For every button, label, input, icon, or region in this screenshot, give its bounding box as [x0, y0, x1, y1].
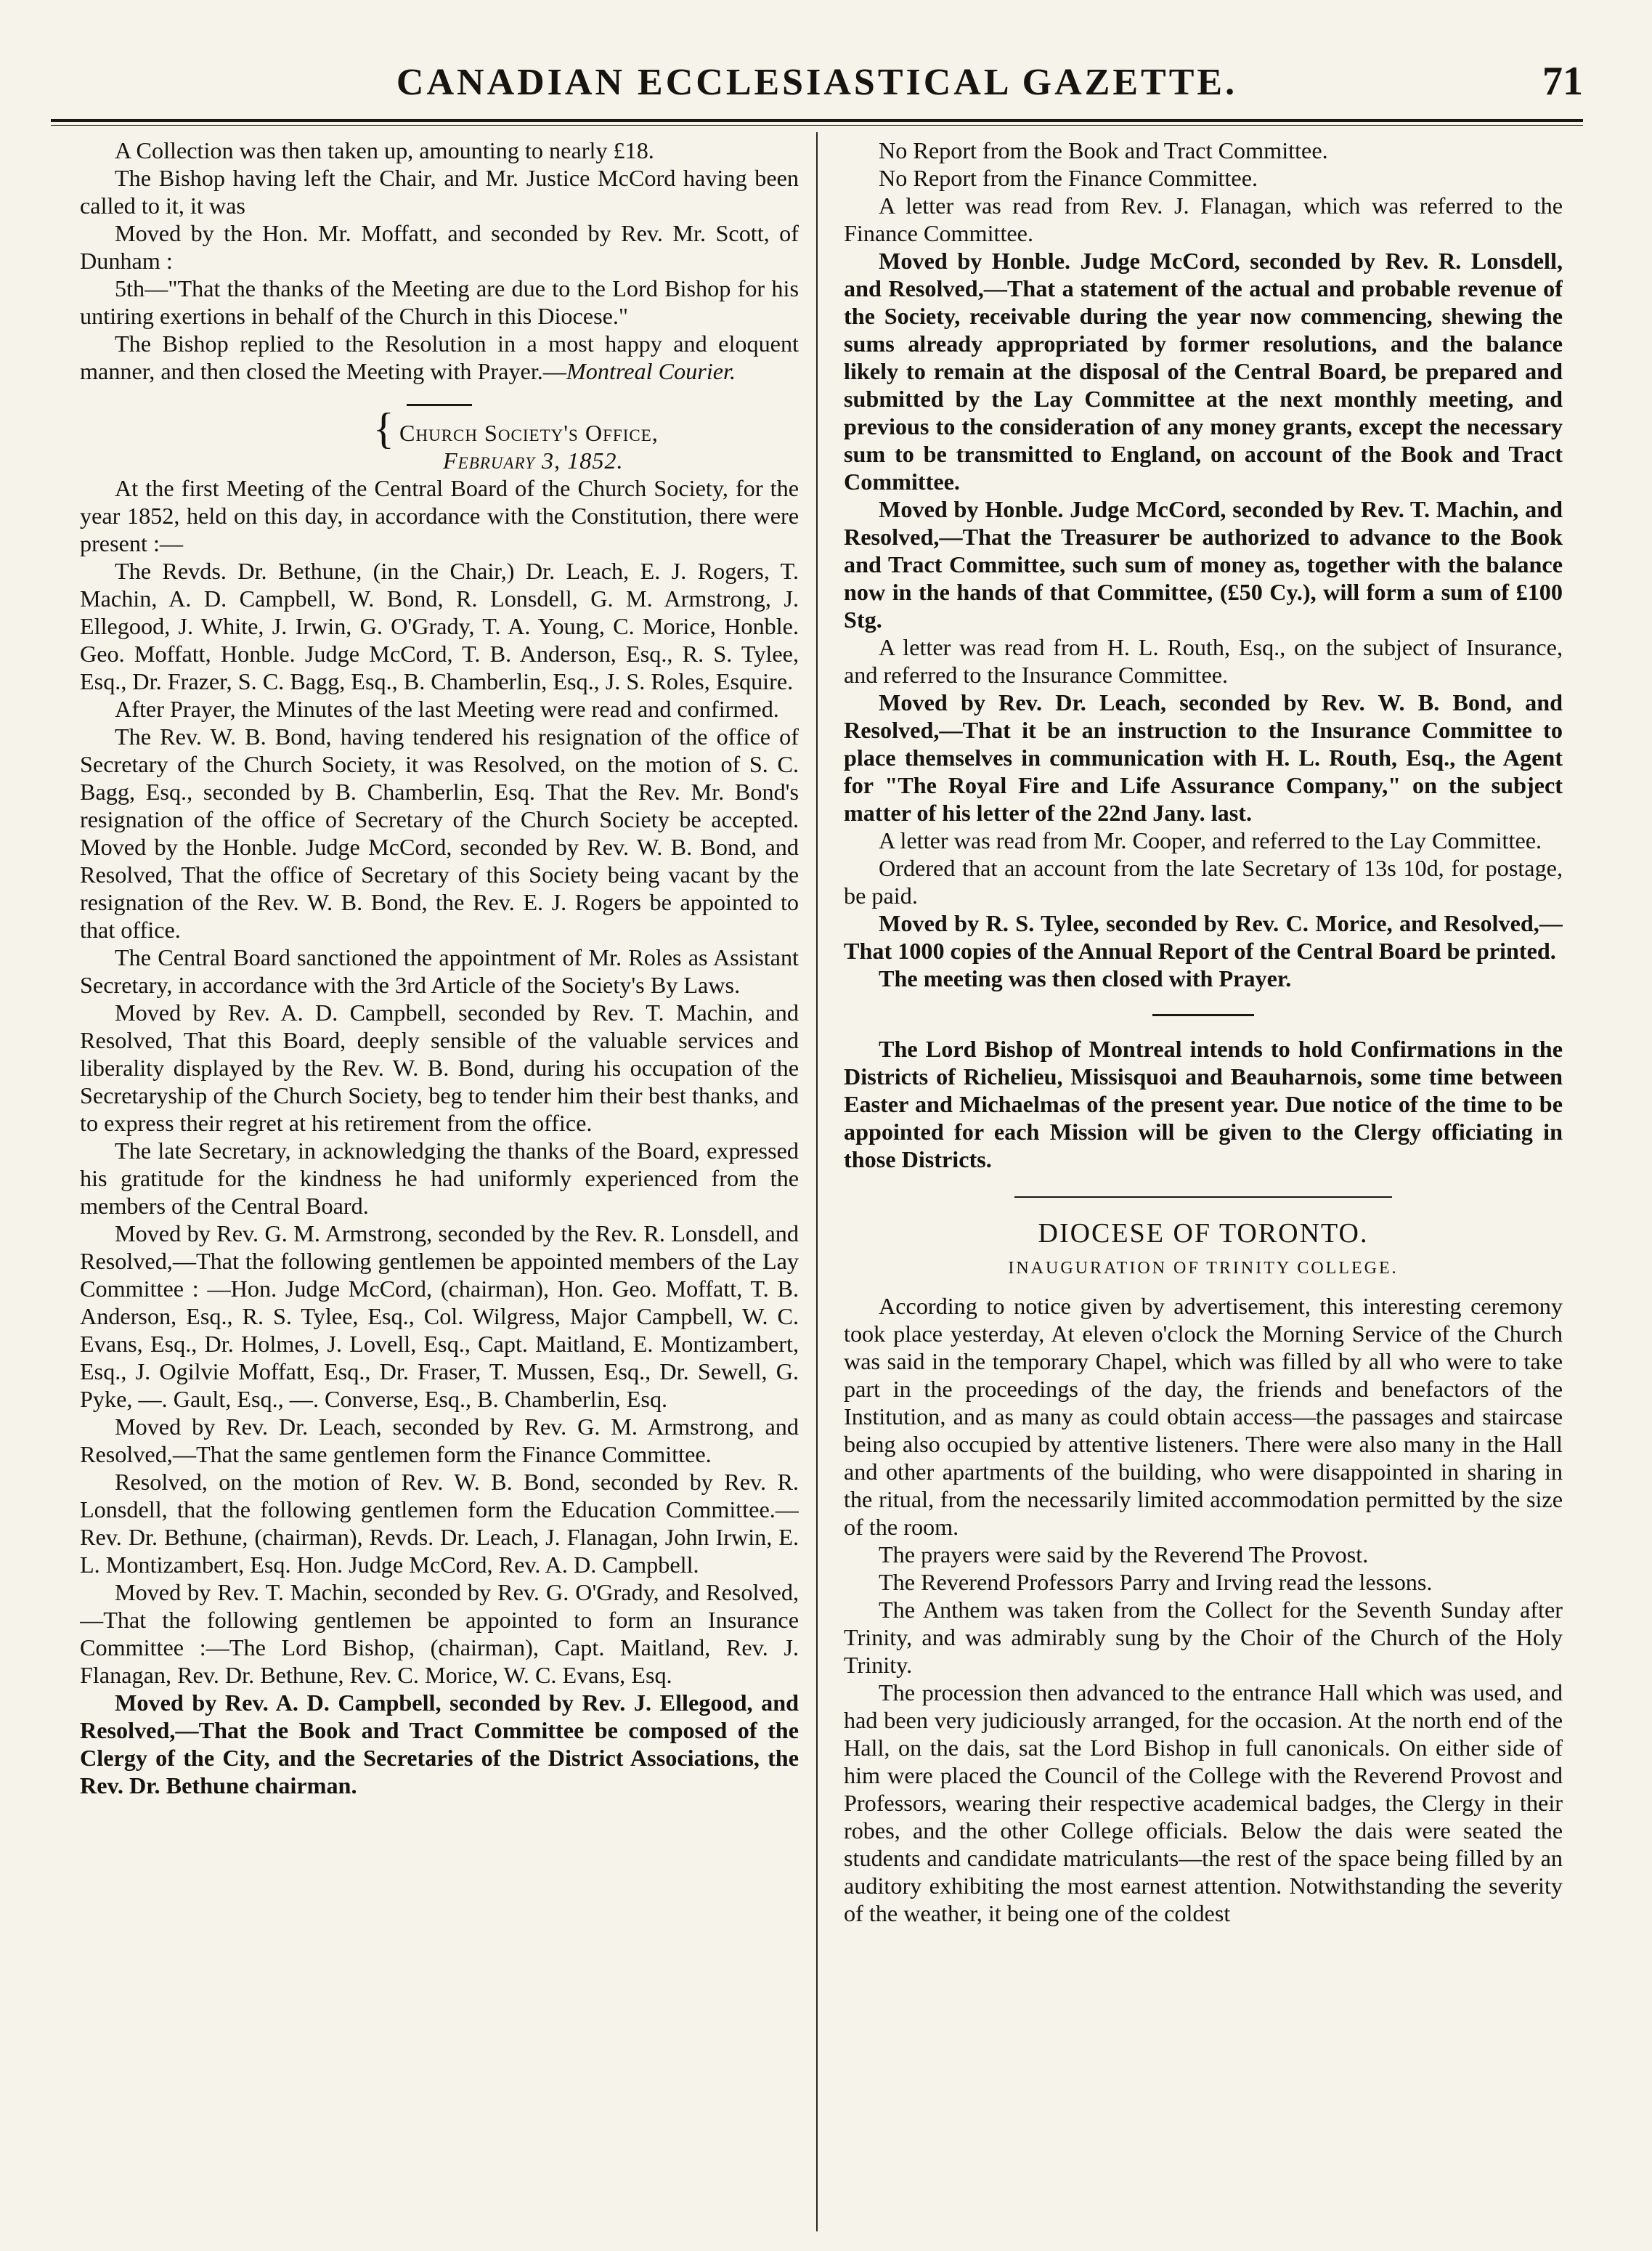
- paragraph: The Central Board sanctioned the appointment of Mr. Roles as Assistant Secretary, in accordance with the 3rd Article of the Society's By Laws.: [80, 944, 799, 998]
- paragraph: Moved by Honble. Judge McCord, seconded by Rev. T. Machin, and Resolved,—That the Treasurer be authorized to advance to the Book and Tract Committee, such sum of money as, together with the balance now in the hands of that Committee, (£50 Cy.), will form a sum of £100 Stg.: [844, 496, 1563, 633]
- paragraph: After Prayer, the Minutes of the last Meeting were read and confirmed.: [115, 696, 779, 722]
- dateline-office: Church Society's Office,: [399, 420, 659, 446]
- paragraph: Moved by Honble. Judge McCord, seconded by Rev. R. Lonsdell, and Resolved,—That a statement of the actual and probable revenue of the Society, receivable during the year now commencing, shewing the sums already appropriated by former resolutions, and the balance likely to remain at the disposal of the Central Board, be prepared and submitted by the Lay Committee at the next monthly meeting, and previous to the consideration of any money grants, except the necessary sum to be transmitted to England, on account of the Book and Tract Committee.: [844, 248, 1563, 495]
- paragraph-text: The Bishop replied to the Resolution in a most happy and eloquent manner, and then closed the Meeting with Prayer.—: [80, 330, 799, 384]
- confirmation-notice: The Lord Bishop of Montreal intends to hold Confirmations in the Districts of Richelieu, Missisquoi and Beauharnois, some time between Easter and Michaelmas of the present year. Due notice of the time to be appointed for each Mission will be given to the Clergy officiating in those Districts.: [844, 1036, 1563, 1172]
- paragraph: 5th—"That the thanks of the Meeting are due to the Lord Bishop for his untiring exertions in behalf of the Church in this Diocese.": [80, 275, 799, 329]
- section-subtitle: INAUGURATION OF TRINITY COLLEGE.: [1008, 1259, 1399, 1278]
- page-number: 71: [1542, 59, 1583, 104]
- paragraph: A letter was read from Rev. J. Flanagan, which was referred to the Finance Committee.: [844, 192, 1563, 246]
- paragraph: Moved by Rev. T. Machin, seconded by Rev. G. O'Grady, and Resolved,—That the following gentlemen be appointed to form an Insurance Committee :—The Lord Bishop, (chairman), Capt. Maitland, Rev. J. Flanagan, Rev. Dr. Bethune, Rev. C. Morice, W. C. Evans, Esq.: [80, 1579, 799, 1688]
- right-column: [844, 137, 1563, 2228]
- dateline-date: February 3, 1852.: [443, 447, 624, 474]
- paragraph: Moved by Rev. Dr. Leach, seconded by Rev. G. M. Armstrong, and Resolved,—That the same gentlemen form the Finance Committee.: [80, 1414, 799, 1467]
- paragraph: Resolved, on the motion of Rev. W. B. Bond, seconded by Rev. R. Lonsdell, that the following gentlemen form the Education Committee.—Rev. Dr. Bethune, (chairman), Revds. Dr. Leach, J. Flanagan, John Irwin, E. L. Montizambert, Esq. Hon. Judge McCord, Rev. A. D. Campbell.: [80, 1469, 799, 1578]
- paragraph: No Report from the Book and Tract Committee.: [879, 137, 1328, 163]
- header-rule: [51, 119, 1583, 122]
- separator-rule: [407, 404, 472, 406]
- paragraph: The meeting was then closed with Prayer.: [879, 965, 1292, 991]
- left-column: [80, 137, 799, 2228]
- page-header: [51, 57, 1583, 115]
- header-rule-thin: [51, 125, 1583, 126]
- paragraph: Moved by the Hon. Mr. Moffatt, and seconded by Rev. Mr. Scott, of Dunham :: [80, 220, 799, 274]
- paragraph: Moved by R. S. Tylee, seconded by Rev. C. Morice, and Resolved,—That 1000 copies of the Annual Report of the Central Board be printed.: [844, 910, 1563, 964]
- paragraph: The Reverend Professors Parry and Irving read the lessons.: [879, 1569, 1433, 1595]
- paragraph: The procession then advanced to the entrance Hall which was used, and had been very judiciously arranged, for the occasion. At the north end of the Hall, on the dais, sat the Lord Bishop in full canonicals. On either side of him were placed the Council of the College with the Reverend Provost and Professors, wearing their respective academical badges, the Clergy in their robes, and the other College officials. Below the dais were seated the students and candidate matriculants—the rest of the space being filled by an auditory exhibiting the most earnest attention. Notwithstanding the severity of the weather, it being one of the coldest: [844, 1679, 1563, 1926]
- paragraph: No Report from the Finance Committee.: [879, 165, 1258, 191]
- source-credit: Montreal Courier.: [566, 358, 736, 384]
- paragraph: Moved by Rev. Dr. Leach, seconded by Rev. W. B. Bond, and Resolved,—That it be an instruction to the Insurance Committee to place themselves in communication with H. L. Routh, Esq., the Agent for "The Royal Fire and Life Assurance Company," on the subject matter of his letter of the 22nd Jany. last.: [844, 689, 1563, 826]
- paragraph: Ordered that an account from the late Secretary of 13s 10d, for postage, be paid.: [844, 855, 1563, 909]
- paragraph: Moved by Rev. G. M. Armstrong, seconded by the Rev. R. Lonsdell, and Resolved,—That the following gentlemen be appointed members of the Lay Committee : —Hon. Judge McCord, (chairman), Hon. Geo. Moffatt, T. B. Anderson, Esq., R. S. Tylee, Esq., Col. Wilgress, Major Campbell, W. C. Evans, Esq., Dr. Holmes, J. Lovell, Esq., Capt. Maitland, E. Montizambert, Esq., J. Ogilvie Moffatt, Esq., Dr. Fraser, T. Mussen, Esq., Dr. Sewell, G. Pyke, —. Gault, Esq., —. Converse, Esq., B. Chamberlin, Esq.: [80, 1220, 799, 1412]
- paragraph: Moved by Rev. A. D. Campbell, seconded by Rev. T. Machin, and Resolved, That this Board, deeply sensible of the valuable services and liberality displayed by the Rev. W. B. Bond, during his occupation of the Secretaryship of the Church Society, beg to tender him their best thanks, and to express their regret at his retirement from the office.: [80, 999, 799, 1136]
- paragraph: According to notice given by advertisement, this interesting ceremony took place yesterday, At eleven o'clock the Morning Service of the Church was said in the temporary Chapel, which was filled by all who were to take part in the proceedings of the day, the friends and benefactors of the Institution, and as many as could obtain access—the passages and staircase being also occupied by attentive listeners. There were also many in the Hall and other apartments of the building, who were disappointed in sharing in the ritual, from the necessarily limited accommodation permitted by the size of the room.: [844, 1293, 1563, 1540]
- brace-glyph: {: [373, 405, 395, 453]
- column-divider: [816, 132, 818, 2231]
- paragraph: The prayers were said by the Reverend The Provost.: [879, 1541, 1369, 1567]
- paragraph: The late Secretary, in acknowledging the thanks of the Board, expressed his gratitude for the kindness he had uniformly experienced from the members of the Central Board.: [80, 1137, 799, 1219]
- paragraph: The Bishop having left the Chair, and Mr. Justice McCord having been called to it, it was: [80, 165, 799, 219]
- separator-rule: [1152, 1014, 1254, 1016]
- paragraph: A letter was read from Mr. Cooper, and referred to the Lay Committee.: [879, 827, 1542, 853]
- section-title: DIOCESE OF TORONTO.: [1038, 1218, 1369, 1249]
- paragraph: The Revds. Dr. Bethune, (in the Chair,) Dr. Leach, E. J. Rogers, T. Machin, A. D. Campbell, W. Bond, R. Lonsdell, G. M. Armstrong, J. Ellegood, J. White, J. Irwin, G. O'Grady, T. A. Young, C. Morice, Honble. Geo. Moffatt, Honble. Judge McCord, T. B. Anderson, Esq., R. S. Tylee, Esq., Dr. Frazer, S. C. Bagg, Esq., B. Chamberlin, Esq., J. S. Roles, Esquire.: [80, 558, 799, 694]
- paragraph: The Anthem was taken from the Collect for the Seventh Sunday after Trinity, and was admirably sung by the Choir of the Church of the Holy Trinity.: [844, 1597, 1563, 1678]
- paragraph: A letter was read from H. L. Routh, Esq., on the subject of Insurance, and referred to the Insurance Committee.: [844, 634, 1563, 688]
- separator-rule: [1014, 1196, 1392, 1198]
- paragraph: The Rev. W. B. Bond, having tendered his resignation of the office of Secretary of the Church Society, it was Resolved, on the motion of S. C. Bagg, Esq., seconded by B. Chamberlin, Esq. That the Rev. Mr. Bond's resignation of the office of Secretary of the Church Society be accepted. Moved by the Honble. Judge McCord, seconded by Rev. W. B. Bond, and Resolved, That the office of Secretary of this Society being vacant by the resignation of the Rev. W. B. Bond, the Rev. E. J. Rogers be appointed to that office.: [80, 723, 799, 943]
- paragraph: At the first Meeting of the Central Board of the Church Society, for the year 1852, held on this day, in accordance with the Constitution, there were present :—: [80, 475, 799, 556]
- paragraph: [80, 330, 799, 385]
- dateline: [80, 405, 799, 474]
- paragraph: A Collection was then taken up, amounting to nearly £18.: [115, 137, 654, 163]
- paragraph: Moved by Rev. A. D. Campbell, seconded by Rev. J. Ellegood, and Resolved,—That the Book and Tract Committee be composed of the Clergy of the City, and the Secretaries of the District Associations, the Rev. Dr. Bethune chairman.: [80, 1690, 799, 1798]
- publication-title: CANADIAN ECCLESIASTICAL GAZETTE.: [396, 62, 1238, 103]
